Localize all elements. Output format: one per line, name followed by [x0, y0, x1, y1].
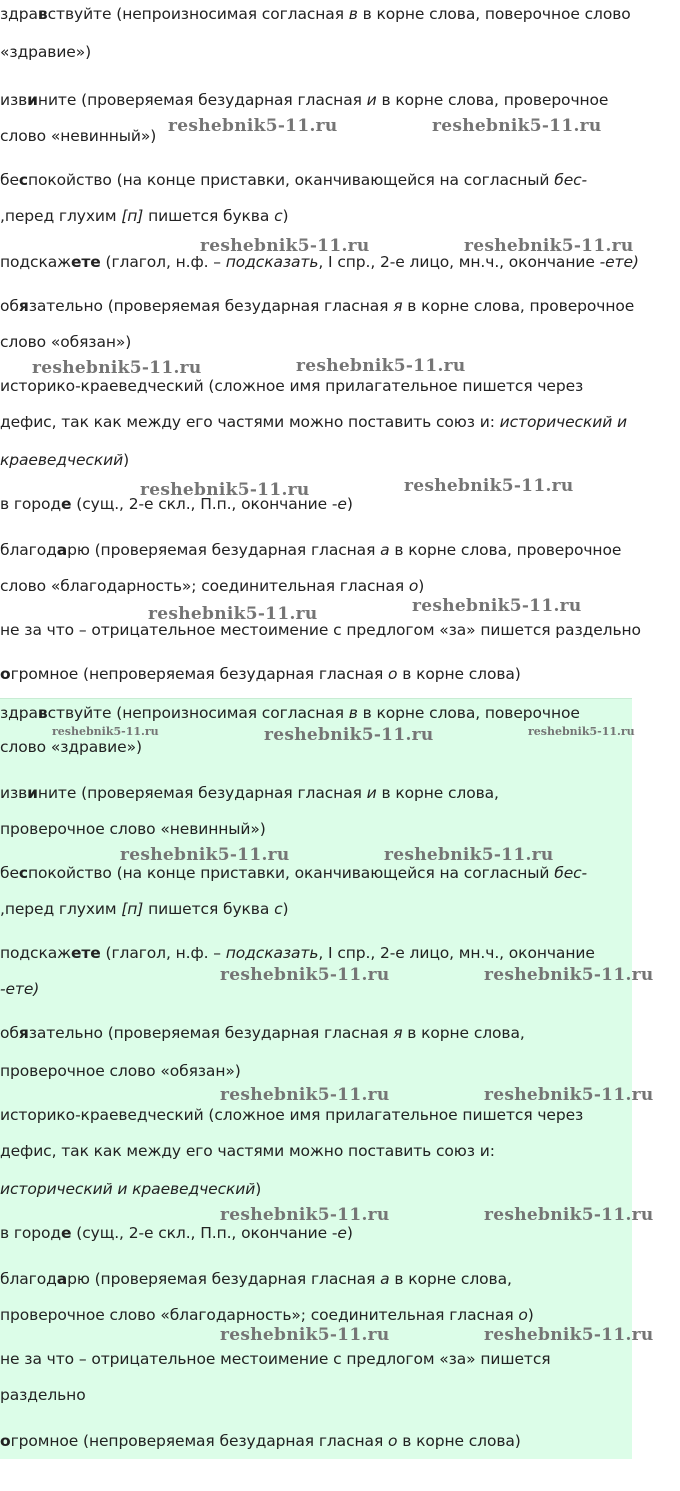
text-line: -ете) — [0, 980, 40, 998]
text-line: не за что – отрицательное местоимение с предлогом «за» пишется — [0, 1350, 551, 1368]
text-line: подскажете (глагол, н.ф. – подсказать, I спр., 2-е лицо, мн.ч., окончание -ете) — [0, 253, 639, 271]
watermark: reshebnik5-11.ru — [404, 476, 574, 496]
watermark: reshebnik5-11.ru — [484, 1085, 654, 1105]
text-line: историко-краеведческий (сложное имя прилагательное пишется через — [0, 1106, 584, 1124]
text-line: слово «благодарность»; соединительная гласная о) — [0, 577, 425, 595]
watermark: reshebnik5-11.ru — [220, 965, 390, 985]
text-line: слово «здравие») — [0, 738, 142, 756]
answer-block-highlighted — [0, 698, 654, 1459]
watermark: reshebnik5-11.ru — [120, 845, 290, 865]
answer-block-plain — [0, 0, 680, 698]
text-line: беспокойство (на конце приставки, оканчивающейся на согласный бес- — [0, 864, 588, 882]
text-line: извините (проверяемая безударная гласная и в корне слова, проверочное — [0, 91, 609, 109]
text-line: здравствуйте (непроизносимая согласная в в корне слова, поверочное — [0, 704, 580, 722]
text-line: огромное (непроверяемая безударная гласная о в корне слова) — [0, 1432, 521, 1450]
watermark: reshebnik5-11.ru — [432, 116, 602, 136]
watermark: reshebnik5-11.ru — [32, 358, 202, 378]
text-line: подскажете (глагол, н.ф. – подсказать, I спр., 2-е лицо, мн.ч., окончание — [0, 944, 595, 962]
text-line: обязательно (проверяемая безударная гласная я в корне слова, проверочное — [0, 297, 635, 315]
text-line: ,перед глухим [п] пишется буква с) — [0, 900, 289, 918]
text-line: дефис, так как между его частями можно поставить союз и: исторический и — [0, 413, 627, 431]
text-line: беспокойство (на конце приставки, оканчивающейся на согласный бес- — [0, 171, 588, 189]
watermark: reshebnik5-11.ru — [484, 1325, 654, 1345]
watermark: reshebnik5-11.ru — [528, 725, 635, 738]
text-line: дефис, так как между его частями можно поставить союз и: — [0, 1142, 495, 1160]
text-line: проверочное слово «благодарность»; соединительная гласная о) — [0, 1306, 534, 1324]
text-line: ,перед глухим [п] пишется буква с) — [0, 207, 289, 225]
watermark: reshebnik5-11.ru — [484, 1205, 654, 1225]
text-line: историко-краеведческий (сложное имя прилагательное пишется через — [0, 377, 584, 395]
watermark: reshebnik5-11.ru — [220, 1085, 390, 1105]
watermark: reshebnik5-11.ru — [52, 725, 159, 738]
text-line: извините (проверяемая безударная гласная и в корне слова, — [0, 784, 499, 802]
watermark: reshebnik5-11.ru — [464, 236, 634, 256]
text-line: обязательно (проверяемая безударная гласная я в корне слова, — [0, 1024, 525, 1042]
text-line: огромное (непроверяемая безударная гласная о в корне слова) — [0, 665, 521, 683]
text-line: в городе (сущ., 2-е скл., П.п., окончание -е) — [0, 495, 353, 513]
watermark: reshebnik5-11.ru — [220, 1325, 390, 1345]
watermark: reshebnik5-11.ru — [412, 596, 582, 616]
text-line: исторический и краеведческий) — [0, 1180, 262, 1198]
watermark: reshebnik5-11.ru — [484, 965, 654, 985]
text-line: здравствуйте (непроизносимая согласная в в корне слова, поверочное слово — [0, 5, 631, 23]
text-line: краеведческий) — [0, 451, 130, 469]
watermark: reshebnik5-11.ru — [140, 480, 310, 500]
watermark: reshebnik5-11.ru — [148, 604, 318, 624]
watermark: reshebnik5-11.ru — [168, 116, 338, 136]
text-line: благодарю (проверяемая безударная гласная а в корне слова, проверочное — [0, 541, 622, 559]
text-line: проверочное слово «обязан») — [0, 1062, 241, 1080]
text-line: слово «невинный») — [0, 127, 157, 145]
watermark: reshebnik5-11.ru — [296, 356, 466, 376]
watermark: reshebnik5-11.ru — [264, 725, 434, 745]
text-line: в городе (сущ., 2-е скл., П.п., окончание -е) — [0, 1224, 353, 1242]
watermark: reshebnik5-11.ru — [384, 845, 554, 865]
text-line: благодарю (проверяемая безударная гласная а в корне слова, — [0, 1270, 512, 1288]
watermark: reshebnik5-11.ru — [200, 236, 370, 256]
text-line: слово «обязан») — [0, 333, 132, 351]
text-line: проверочное слово «невинный») — [0, 820, 266, 838]
text-line: не за что – отрицательное местоимение с предлогом «за» пишется раздельно — [0, 621, 641, 639]
text-line: раздельно — [0, 1386, 86, 1404]
watermark: reshebnik5-11.ru — [220, 1205, 390, 1225]
text-line: «здравие») — [0, 43, 92, 61]
